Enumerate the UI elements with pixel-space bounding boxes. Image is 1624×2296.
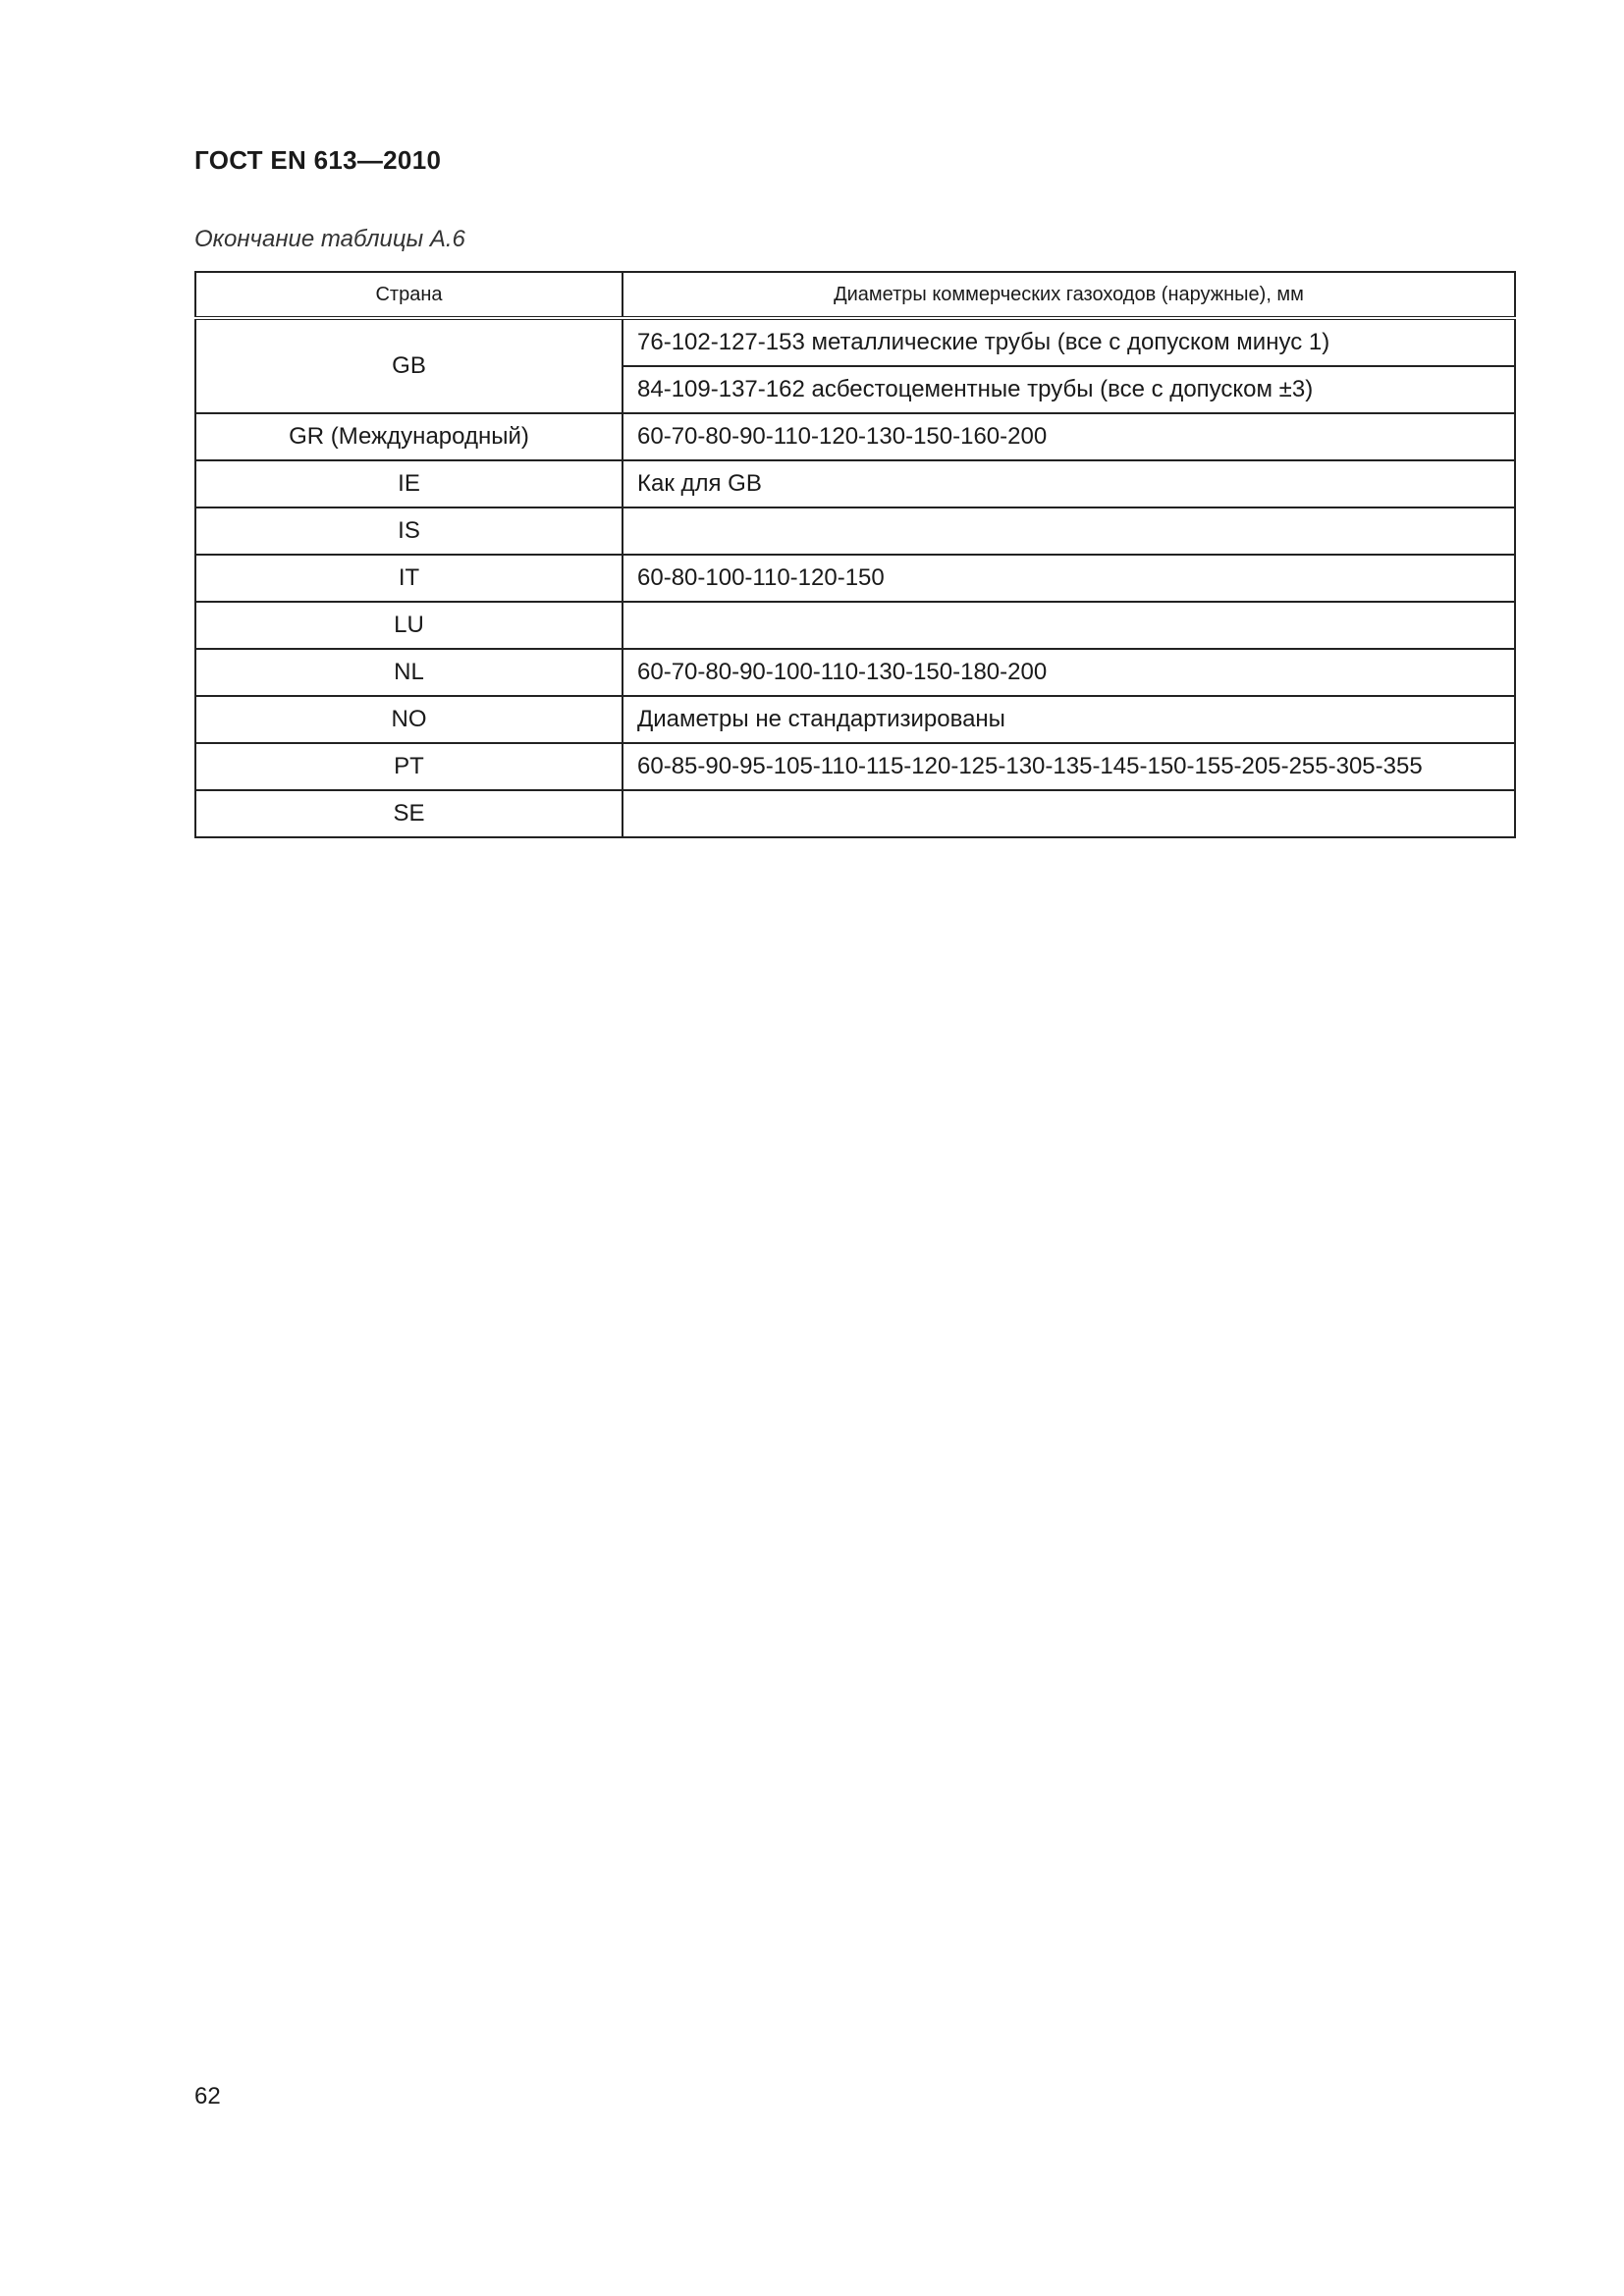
table-row (195, 318, 1515, 366)
diameters-cell (623, 790, 1515, 837)
country-cell: NO (195, 696, 623, 743)
table-row (195, 460, 1515, 507)
diameters-table (194, 271, 1516, 838)
country-cell: PT (195, 743, 623, 790)
country-cell: NL (195, 649, 623, 696)
diameters-cell: 60-70-80-90-100-110-130-150-180-200 (623, 649, 1515, 696)
page-number: 62 (194, 2083, 221, 2109)
diameters-cell: 60-85-90-95-105-110-115-120-125-130-135-145-150-155-205-255-305-355 (623, 743, 1515, 790)
diameters-cell: Диаметры не стандартизированы (623, 696, 1515, 743)
country-cell: GR (Международный) (195, 413, 623, 460)
diameters-cell: 60-80-100-110-120-150 (623, 555, 1515, 602)
diameters-cell: Как для GB (623, 460, 1515, 507)
table-row (195, 743, 1515, 790)
diameters-cell: 84-109-137-162 асбестоцементные трубы (все с допуском ±3) (623, 366, 1515, 413)
country-cell: IT (195, 555, 623, 602)
document-header: ГОСТ EN 613—2010 (194, 145, 442, 175)
country-cell: LU (195, 602, 623, 649)
column-header-country: Страна (195, 272, 623, 318)
country-cell: SE (195, 790, 623, 837)
diameters-cell (623, 507, 1515, 555)
table-row (195, 555, 1515, 602)
table-header-row (195, 272, 1515, 318)
diameters-cell: 60-70-80-90-110-120-130-150-160-200 (623, 413, 1515, 460)
table-row (195, 602, 1515, 649)
country-cell: GB (195, 318, 623, 413)
country-cell: IS (195, 507, 623, 555)
table-row (195, 790, 1515, 837)
table-row (195, 649, 1515, 696)
table-row (195, 696, 1515, 743)
country-cell: IE (195, 460, 623, 507)
diameters-cell (623, 602, 1515, 649)
column-header-diameters: Диаметры коммерческих газоходов (наружные), мм (623, 272, 1515, 318)
table-row (195, 413, 1515, 460)
diameters-cell: 76-102-127-153 металлические трубы (все с допуском минус 1) (623, 318, 1515, 366)
table-row (195, 507, 1515, 555)
table-caption: Окончание таблицы А.6 (194, 226, 465, 252)
